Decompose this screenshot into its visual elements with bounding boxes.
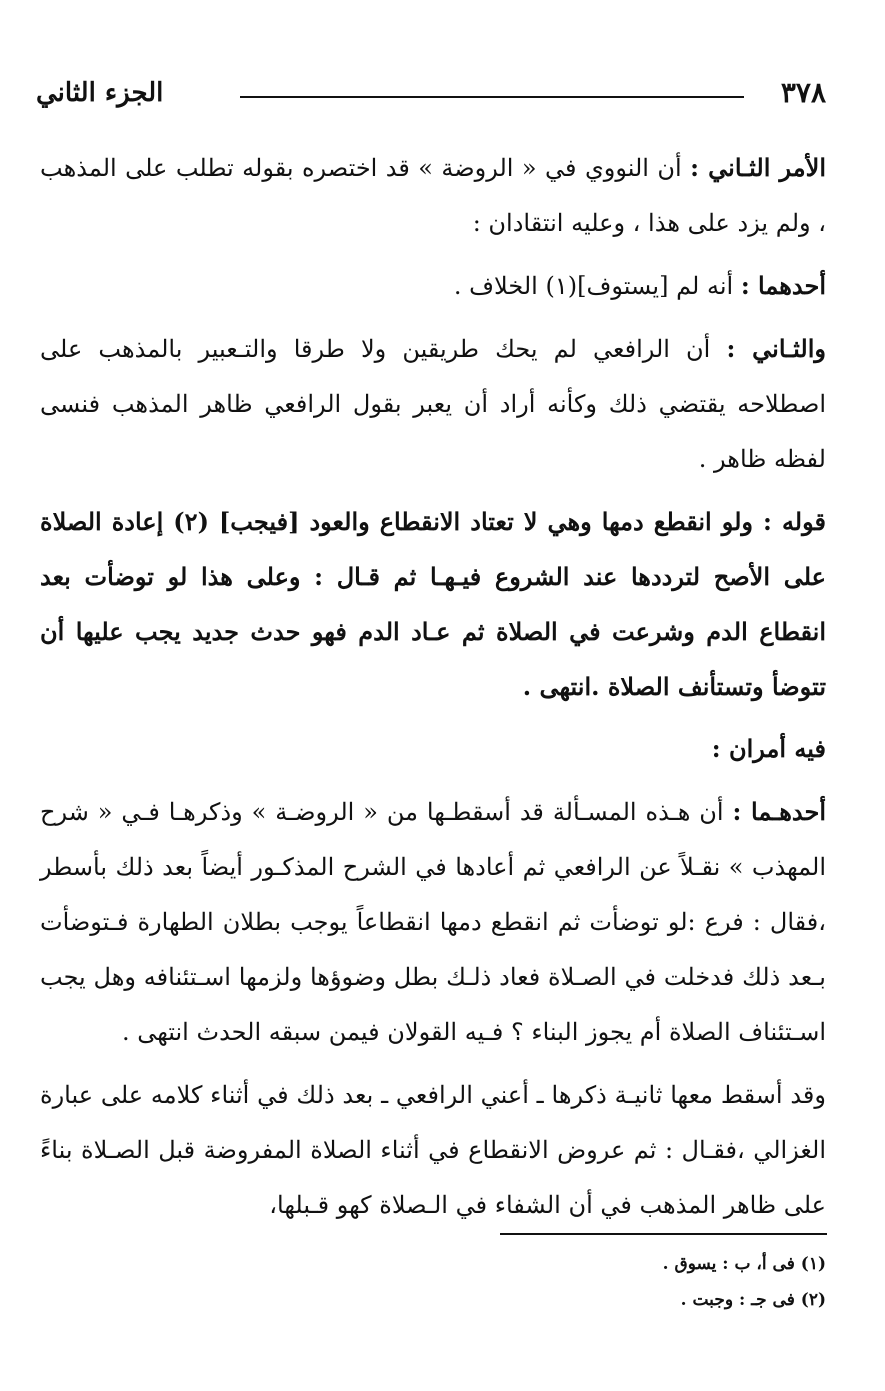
footnotes xyxy=(40,1246,826,1318)
paragraph-lead: أحدهـما : xyxy=(732,797,826,826)
page-number: ٣٧٨ xyxy=(780,76,826,109)
paragraph-lead: قوله : ولو انقطع دمها وهي لا تعتاد الانقطاع والعود [فيجب] (٢) إعادة الصلاة على الأصح لترددها عند الشروع فيـهـا ثم قـال : وعلى هذا لو توضأت بعد انقطاع الدم وشرعت في الصلاة ثم عـاد الدم فهو حدث جديد يجب عليها أن تتوضأ وتستأنف الصلاة .انتهى . xyxy=(40,507,826,701)
footnote-separator xyxy=(500,1233,827,1235)
paragraph-lead: الأمر الثـاني : xyxy=(690,153,826,182)
paragraph-second-objection xyxy=(40,321,826,487)
paragraph-first-objection xyxy=(40,258,826,314)
paragraph-text: أن النووي في « الروضة » قد اختصره بقوله تطلب على المذهب ، ولم يزد على هذا ، وعليه انتقادان : xyxy=(40,154,826,237)
paragraph-text: أن هـذه المسـألة قد أسقطـها من « الروضـة » وذكرهـا فـي « شرح المهذب » نقـلاً عن الرافعي ثم أعادها في الشرح المذكـور أيضاً بعد ذلك بأسطر ،فقال : فرع :لو توضأت ثم انقطع دمها انقطاعاً يوجب بطلان الطهارة فـتوضأت بـعد ذلك فدخلت في الصـلاة فعاد ذلـك بطل وضوؤها ولزمها اسـتئنافه وهل يجب اسـتئناف الصلاة أم يجوز البناء ؟ فـيه القولان فيمن سبقه الحدث انتهى . xyxy=(40,798,826,1046)
paragraph-lead: أحدهما : xyxy=(740,271,826,300)
header-rule xyxy=(240,96,744,98)
main-text xyxy=(40,140,826,1240)
running-title: الجزء الثاني xyxy=(36,78,164,108)
paragraph-second-matter xyxy=(40,140,826,251)
paragraph-text: أن الرافعي لم يحك طريقين ولا طرقا والتـعبير بالمذهب على اصطلاحه يقتضي ذلك وكأنه أراد أن يعبر بقول الرافعي ظاهر المذهب فنسى لفظه ظاهر . xyxy=(40,335,826,473)
paragraph-text: وقد أسقط معها ثانيـة ذكرها ـ أعني الرافعي ـ بعد ذلك في أثناء كلامه على عبارة الغزالي ،فقـال : ثم عروض الانقطاع في أثناء الصلاة المفروضة قبل الصـلاة بناءً على ظاهر المذهب في أن الشفاء في الـصلاة كهو قـبلها، xyxy=(40,1081,826,1219)
paragraph-lead: فيه أمران : xyxy=(711,734,826,763)
paragraph-also-dropped xyxy=(40,1067,826,1233)
paragraph-lead: والثـاني : xyxy=(726,334,826,363)
paragraph-two-matters xyxy=(40,721,826,777)
footnote-2: (٢) فى جـ : وجبت . xyxy=(680,1290,826,1310)
paragraph-first-matter xyxy=(40,784,826,1060)
paragraph-quoted-statement xyxy=(40,494,826,714)
footnote-1: (١) فى أ، ب : يسوق . xyxy=(662,1254,826,1274)
paragraph-text: أنه لم [يستوف](١) الخلاف . xyxy=(453,272,741,300)
page-header xyxy=(36,70,826,120)
